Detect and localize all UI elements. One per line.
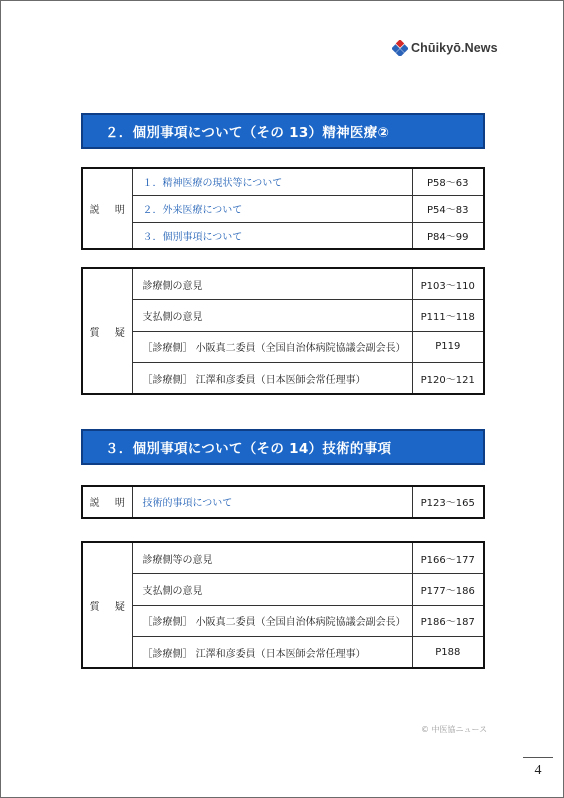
copyright: © 中医協ニュース	[421, 725, 488, 734]
list-item: 支払側の意見	[132, 574, 412, 606]
page-range: P188	[412, 637, 484, 669]
category-label: 説 明	[82, 168, 132, 249]
page-range: P58～63	[412, 168, 484, 195]
table-row	[82, 195, 484, 222]
section-2-explanation-table	[81, 167, 485, 250]
table-row	[82, 300, 484, 332]
table-row	[82, 605, 484, 637]
page-range: P84～99	[412, 222, 484, 249]
list-item: 支払側の意見	[132, 300, 412, 332]
page-range: P123～165	[412, 486, 484, 518]
page-range: P120～121	[412, 363, 484, 395]
table-row	[82, 222, 484, 249]
list-item[interactable]: ２．外来医療について	[132, 195, 412, 222]
list-item[interactable]: ３．個別事項について	[132, 222, 412, 249]
page-number-rule	[523, 757, 553, 758]
table-row	[82, 331, 484, 363]
page-number: 4	[534, 763, 542, 778]
section-3-explanation-table	[81, 485, 485, 519]
list-item[interactable]: １．精神医療の現状等について	[132, 168, 412, 195]
page-range: P186～187	[412, 605, 484, 637]
table-row	[82, 268, 484, 300]
category-label: 説 明	[82, 486, 132, 518]
list-item: ［診療側］ 江澤和彦委員（日本医師会常任理事）	[132, 363, 412, 395]
logo-mark-icon	[392, 40, 408, 56]
table-row	[82, 637, 484, 669]
list-item: 診療側の意見	[132, 268, 412, 300]
list-item: ［診療側］ 江澤和彦委員（日本医師会常任理事）	[132, 637, 412, 669]
section-title-3: ３．個別事項について（その 14）技術的事項	[81, 429, 485, 465]
table-row	[82, 486, 484, 518]
list-item[interactable]: 技術的事項について	[132, 486, 412, 518]
section-2-questions-table	[81, 267, 485, 395]
page-range: P166～177	[412, 542, 484, 574]
page-range: P103～110	[412, 268, 484, 300]
table-row	[82, 168, 484, 195]
category-label: 質 疑	[82, 268, 132, 394]
table-row	[82, 542, 484, 574]
list-item: ［診療側］ 小阪真二委員（全国自治体病院協議会副会長）	[132, 605, 412, 637]
section-title-2: ２．個別事項について（その 13）精神医療②	[81, 113, 485, 149]
category-label: 質 疑	[82, 542, 132, 668]
page-range: P119	[412, 331, 484, 363]
page-range: P111～118	[412, 300, 484, 332]
page-range: P177～186	[412, 574, 484, 606]
table-row	[82, 363, 484, 395]
list-item: ［診療側］ 小阪真二委員（全国自治体病院協議会副会長）	[132, 331, 412, 363]
logo	[392, 39, 498, 57]
table-row	[82, 574, 484, 606]
page-range: P54～83	[412, 195, 484, 222]
section-3-questions-table	[81, 541, 485, 669]
list-item: 診療側等の意見	[132, 542, 412, 574]
logo-text: Chūikyō.News	[411, 41, 498, 55]
